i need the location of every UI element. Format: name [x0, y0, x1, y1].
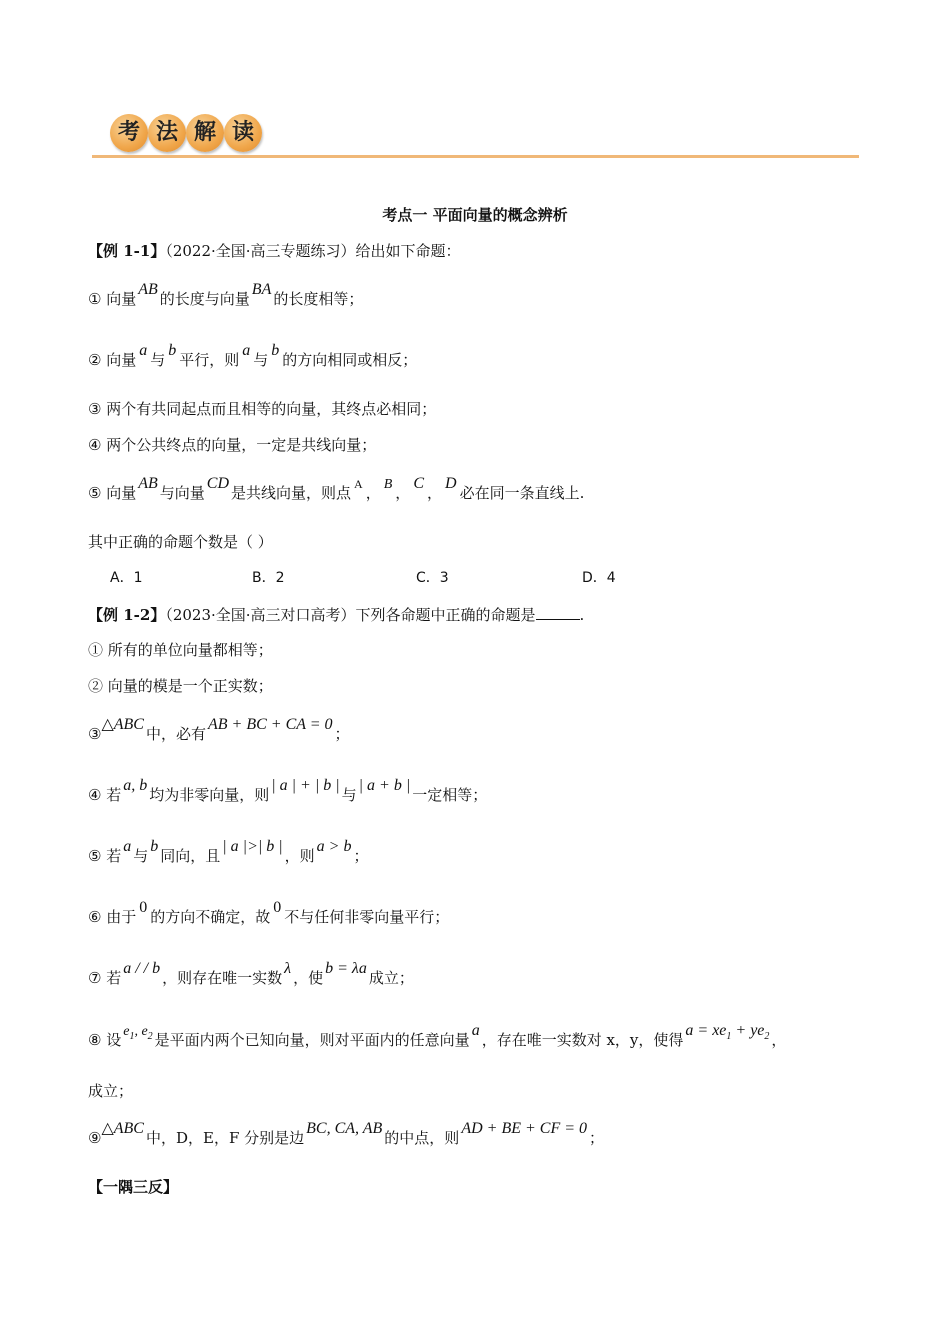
ex2-item-3: ③△ABC中，必有AB + BC + CA = 0；	[88, 716, 350, 743]
ex2-item-4: ④ 若a, b均为非零向量，则| a | + | b |与| a + b |一定相等；	[88, 777, 488, 804]
option-c: C．3	[416, 570, 449, 586]
example-1-2-heading: 【例 1-2】（2023·全国·高三对口高考）下列各命题中正确的命题是 .	[88, 606, 585, 624]
banner-badge-2: 法	[148, 114, 186, 152]
ex1-item-1: ① 向量AB的长度与向量BA的长度相等；	[88, 281, 364, 308]
ex1-item-3: ③ 两个有共同起点而且相等的向量，其终点必相同；	[88, 400, 437, 418]
ex2-item-9: ⑨△ABC中，D，E，F 分别是边BC, CA, AB的中点，则AD + BE + CF = 0；	[88, 1120, 605, 1147]
ex2-item-6: ⑥ 由于0的方向不确定，故0不与任何非零向量平行；	[88, 899, 450, 926]
ex2-item-2: ② 向量的模是一个正实数；	[88, 677, 273, 695]
section-title: 考点一 平面向量的概念辨析	[382, 206, 568, 224]
header-rule	[92, 155, 859, 158]
ex1-item-5: ⑤ 向量AB与向量CD是共线向量，则点 $^A$ ， B ，C，D必在同一条直线上.	[88, 475, 585, 502]
ex1-question: 其中正确的命题个数是（ ）	[88, 533, 273, 551]
example-1-2-label: 【例 1-2】	[88, 606, 166, 624]
banner-badge-4: 读	[224, 114, 262, 152]
banner-badge-1: 考	[110, 114, 148, 152]
ex1-item-4: ④ 两个公共终点的向量，一定是共线向量；	[88, 436, 377, 454]
answer-blank	[536, 605, 580, 620]
example-1-1-source: （2022·全国·高三专题练习）给出如下命题：	[165, 242, 461, 260]
ex2-item-5: ⑤ 若a与b同向，且| a |>| b |，则a > b；	[88, 838, 369, 865]
option-a: A．1	[110, 570, 143, 586]
ex2-item-8-cont: 成立；	[88, 1082, 134, 1100]
option-b: B．2	[252, 570, 285, 586]
option-d: D．4	[582, 570, 616, 586]
example-1-1-heading	[88, 240, 461, 261]
ex2-item-1: ① 所有的单位向量都相等；	[88, 641, 273, 659]
ex2-item-7: ⑦ 若a / / b，则存在唯一实数λ，使b = λa成立；	[88, 960, 414, 987]
example-1-1-label: 【例 1-1】	[88, 242, 166, 260]
practice-heading: 【一隅三反】	[88, 1178, 179, 1196]
ex1-item-2: ② 向量a与b平行，则a与b的方向相同或相反；	[88, 342, 418, 369]
banner-badge-3: 解	[186, 114, 224, 152]
example-1-2-source: （2023·全国·高三对口高考）下列各命题中正确的命题是	[165, 606, 536, 624]
ex2-item-8: ⑧ 设 $e_1$, $e_2$ 是平面内两个已知向量，则对平面内的任意向量a，存在唯一实数对 x，y，使得$a = xe_1 + ye_2$ ，	[88, 1022, 787, 1049]
